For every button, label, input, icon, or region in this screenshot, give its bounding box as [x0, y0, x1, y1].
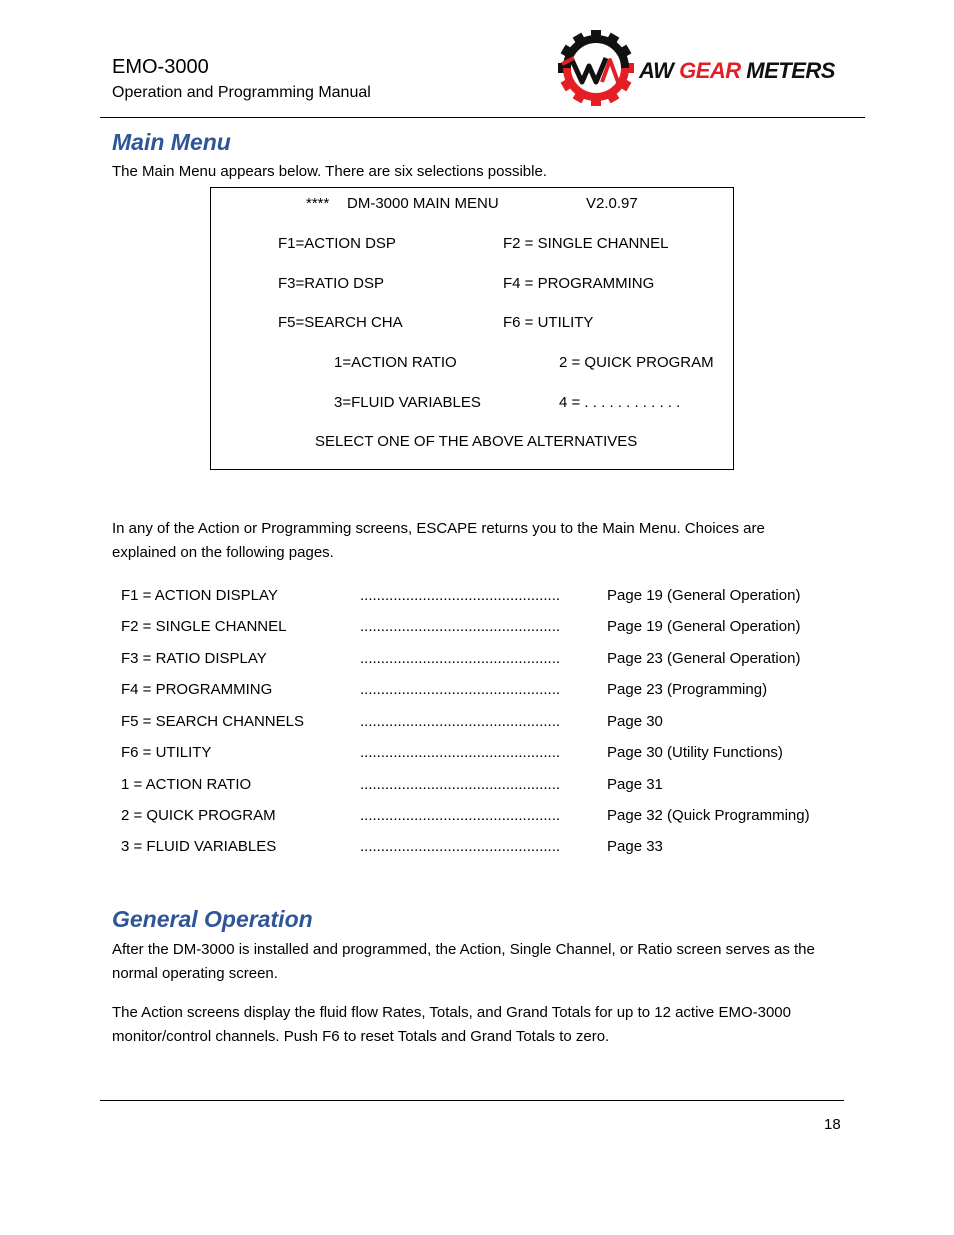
- screen-prompt: SELECT ONE OF THE ABOVE ALTERNATIVES: [315, 433, 638, 450]
- reference-leader: ................................................: [360, 681, 561, 698]
- reference-page: Page 19 (General Operation): [607, 618, 801, 635]
- submenu-option-1: 1=ACTION RATIO: [334, 354, 457, 371]
- general-operation-heading: General Operation: [112, 906, 313, 932]
- reference-page: Page 23 (General Operation): [607, 650, 801, 667]
- submenu-option-3: 3=FLUID VARIABLES: [334, 394, 481, 411]
- submenu-option-4: 4 = . . . . . . . . . . . .: [559, 394, 681, 411]
- main-menu-intro: The Main Menu appears below. There are six selections possible.: [112, 163, 547, 180]
- logo-word-gear: GEAR: [679, 58, 741, 83]
- footer-divider: [100, 1100, 844, 1101]
- screen-version: V2.0.97: [586, 195, 638, 212]
- reference-leader: ................................................: [360, 587, 561, 604]
- logo-word-aw: AW: [639, 58, 674, 83]
- reference-item: F4 = PROGRAMMING: [121, 681, 273, 698]
- menu-option-f1: F1=ACTION DSP: [278, 235, 396, 252]
- screen-title: DM-3000 MAIN MENU: [347, 195, 499, 212]
- reference-page: Page 30 (Utility Functions): [607, 744, 783, 761]
- general-operation-para-2: The Action screens display the fluid flow Rates, Totals, and Grand Totals for up to 12 active EMO-3000 monitor/control channels. Push F6 to reset Totals and Grand Totals to zero.: [112, 1004, 791, 1045]
- logo-wordmark: [639, 58, 835, 84]
- reference-leader: ................................................: [360, 807, 561, 824]
- reference-item: F1 = ACTION DISPLAY: [121, 587, 278, 604]
- reference-leader: ................................................: [360, 776, 561, 793]
- menu-option-f3: F3=RATIO DSP: [278, 275, 384, 292]
- screen-title-prefix: ****: [306, 195, 330, 212]
- reference-item: F6 = UTILITY: [121, 744, 212, 761]
- gear-aw-logo-icon: [556, 28, 638, 108]
- menu-option-f6: F6 = UTILITY: [503, 314, 594, 331]
- main-menu-heading: Main Menu: [112, 129, 231, 155]
- reference-item: F5 = SEARCH CHANNELS: [121, 713, 304, 730]
- document-title: EMO-3000: [112, 56, 209, 78]
- header-divider: [100, 117, 865, 118]
- reference-item: F3 = RATIO DISPLAY: [121, 650, 267, 667]
- reference-item: F2 = SINGLE CHANNEL: [121, 618, 287, 635]
- reference-item: 3 = FLUID VARIABLES: [121, 838, 277, 855]
- general-operation-para-1: After the DM-3000 is installed and programmed, the Action, Single Channel, or Ratio screen serves as the normal operating screen.: [112, 941, 815, 982]
- menu-option-f2: F2 = SINGLE CHANNEL: [503, 235, 669, 252]
- document-subtitle: Operation and Programming Manual: [112, 84, 371, 101]
- reference-page: Page 30: [607, 713, 663, 730]
- reference-page: Page 23 (Programming): [607, 681, 768, 698]
- reference-item: 2 = QUICK PROGRAM: [121, 807, 276, 824]
- page-number: 18: [824, 1116, 841, 1133]
- reference-leader: ................................................: [360, 838, 561, 855]
- main-menu-screen: [210, 187, 734, 470]
- escape-note: In any of the Action or Programming screens, ESCAPE returns you to the Main Menu. Choices are explained on the following pages.: [112, 520, 765, 561]
- reference-item: 1 = ACTION RATIO: [121, 776, 252, 793]
- company-logo: [556, 28, 846, 108]
- reference-leader: ................................................: [360, 650, 561, 667]
- reference-leader: ................................................: [360, 744, 561, 761]
- reference-leader: ................................................: [360, 618, 561, 635]
- submenu-option-2: 2 = QUICK PROGRAM: [559, 354, 714, 371]
- reference-page: Page 31: [607, 776, 663, 793]
- reference-page: Page 19 (General Operation): [607, 587, 801, 604]
- reference-page: Page 33: [607, 838, 663, 855]
- reference-page: Page 32 (Quick Programming): [607, 807, 810, 824]
- menu-option-f4: F4 = PROGRAMMING: [503, 275, 655, 292]
- logo-word-meters: METERS: [746, 58, 835, 83]
- reference-leader: ................................................: [360, 713, 561, 730]
- menu-option-f5: F5=SEARCH CHA: [278, 314, 403, 331]
